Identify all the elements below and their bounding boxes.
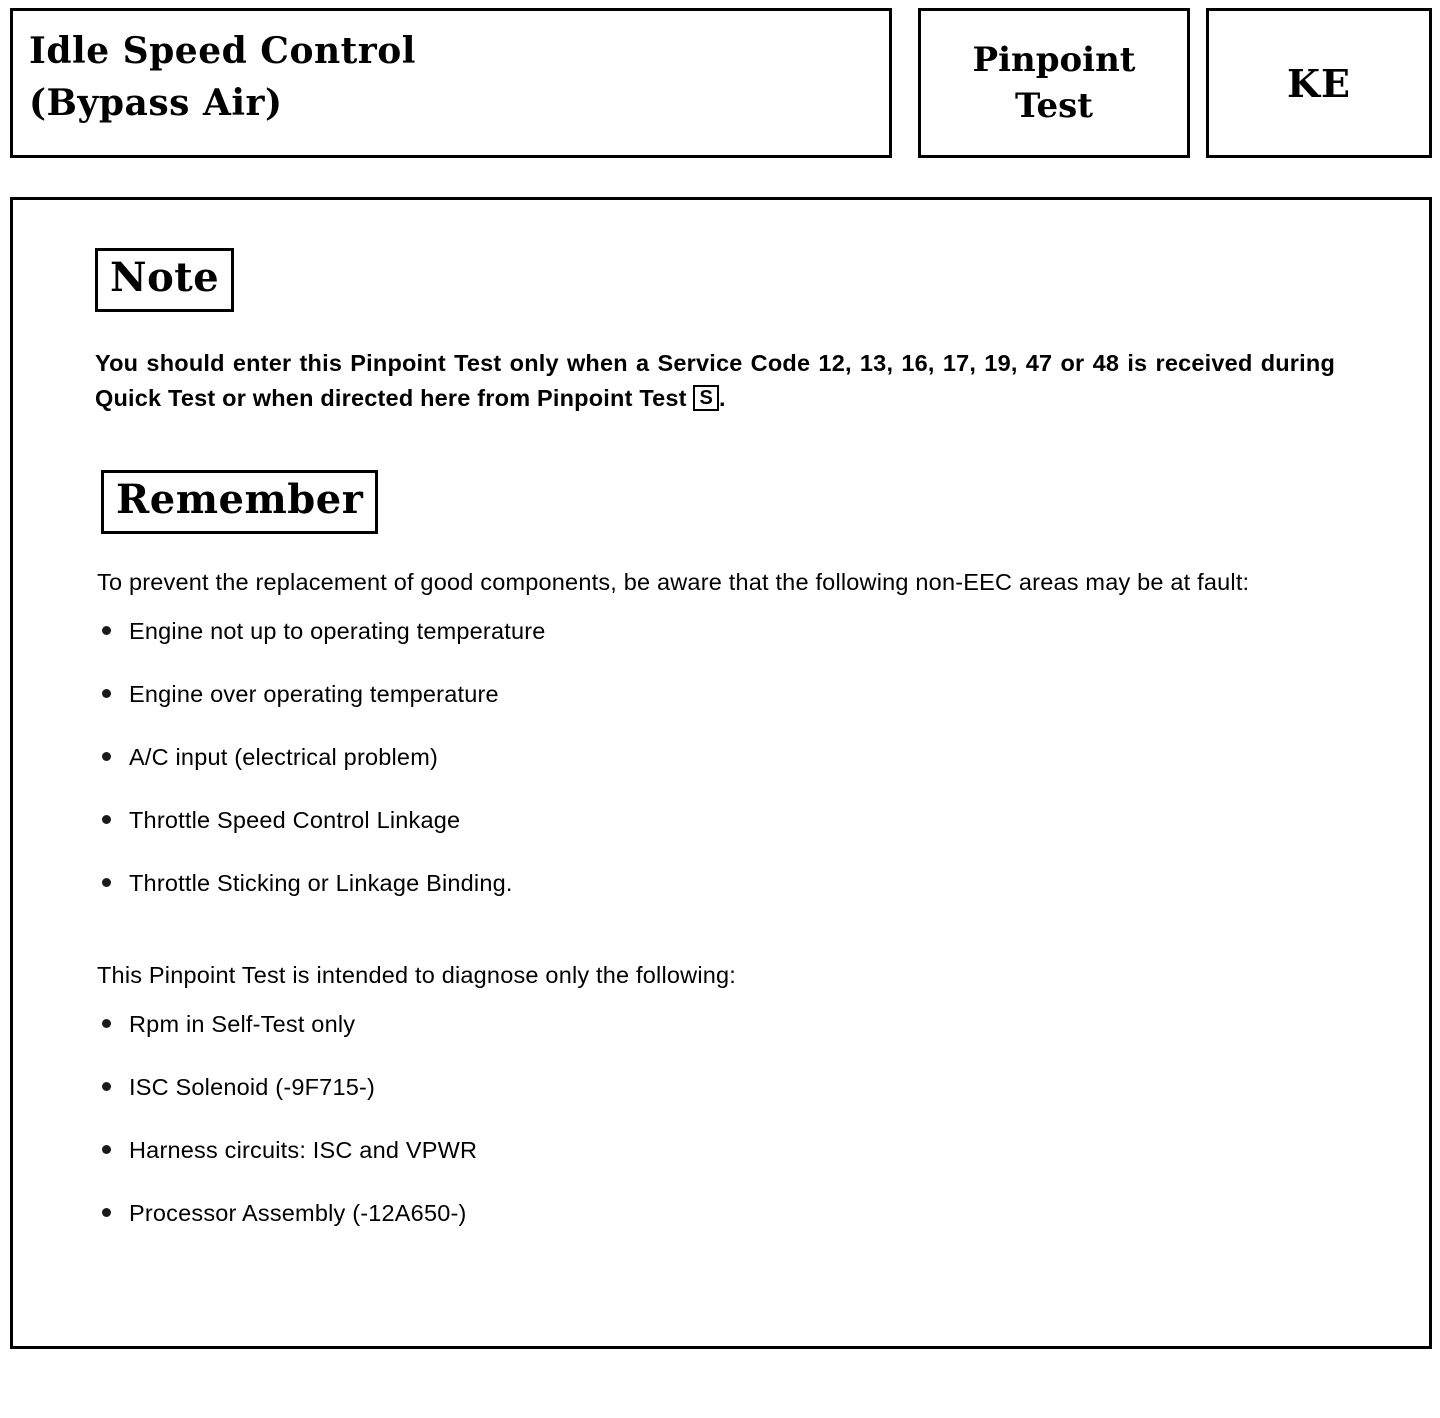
header-pinpoint-line-1: Pinpoint [972, 40, 1136, 80]
header-title-line-1: Idle Speed Control [29, 30, 416, 72]
section-spacer [83, 416, 1373, 470]
non-eec-fault-list [83, 616, 1373, 931]
header-code-label: KE [1287, 60, 1351, 106]
list-item-label: Engine over operating temperature [129, 681, 499, 707]
remember-label: Remember [101, 470, 378, 534]
list-item-label: A/C input (electrical problem) [129, 744, 438, 770]
list-item-label: Throttle Speed Control Linkage [129, 807, 461, 833]
bullet-icon [102, 752, 111, 761]
list-item [97, 1009, 1373, 1072]
remember-intro-paragraph: To prevent the replacement of good components, be aware that the following non-EEC areas may be at fault: [97, 569, 1250, 595]
header-title-line-2: (Bypass Air) [29, 82, 283, 124]
diagnose-intro-paragraph: This Pinpoint Test is intended to diagnose only the following: [97, 962, 737, 988]
page-header [10, 8, 1432, 160]
content-panel [10, 197, 1432, 1349]
list-item [97, 742, 1373, 805]
header-pinpoint-test-box [918, 8, 1190, 158]
list-item [97, 616, 1373, 679]
diagnose-scope-list [83, 1009, 1373, 1261]
bullet-icon [102, 878, 111, 887]
bullet-icon [102, 1019, 111, 1028]
bullet-icon [102, 815, 111, 824]
bullet-icon [102, 1145, 111, 1154]
list-item [97, 1072, 1373, 1135]
list-item [97, 805, 1373, 868]
note-label: Note [95, 248, 234, 312]
list-item [97, 868, 1373, 931]
content-inner [83, 248, 1373, 1261]
list-item-label: Rpm in Self-Test only [129, 1011, 356, 1037]
header-code-box [1206, 8, 1432, 158]
list-item-label: ISC Solenoid (-9F715-) [129, 1074, 376, 1100]
list-item [97, 1198, 1373, 1261]
bullet-icon [102, 626, 111, 635]
list-item-label: Harness circuits: ISC and VPWR [129, 1137, 478, 1163]
note-text-after: . [718, 385, 726, 411]
list-item-label: Engine not up to operating temperature [129, 618, 546, 644]
bullet-icon [102, 1082, 111, 1091]
header-pinpoint-line-2: Test [1015, 86, 1093, 126]
list-item [97, 1135, 1373, 1198]
pinpoint-test-s-reference: S [693, 385, 719, 411]
list-item-label: Throttle Sticking or Linkage Binding. [129, 870, 513, 896]
list-item-label: Processor Assembly (-12A650-) [129, 1200, 467, 1226]
bullet-icon [102, 689, 111, 698]
list-item [97, 679, 1373, 742]
note-text-before: You should enter this Pinpoint Test only when a Service Code 12, 13, 16, 17, 19, 47 or 48 is received during Quick Test or when directed here from Pinpoint Test [95, 350, 1335, 411]
bullet-icon [102, 1208, 111, 1217]
note-paragraph [95, 346, 1335, 416]
header-title-box [10, 8, 892, 158]
